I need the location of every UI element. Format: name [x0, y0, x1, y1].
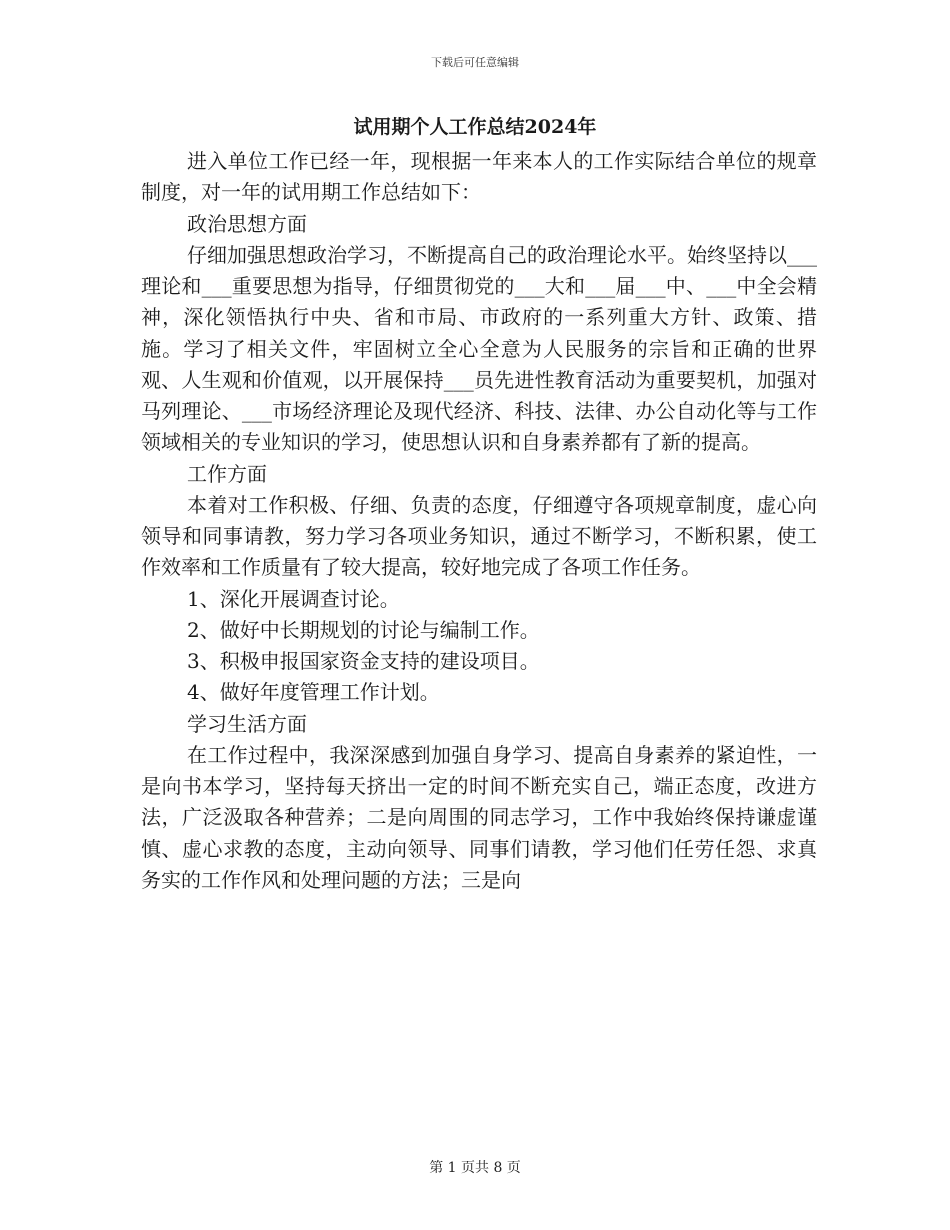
header-note: 下载后可任意编辑 — [431, 56, 519, 69]
section-heading-study: 学习生活方面 — [187, 711, 307, 736]
list-item-2: 2、做好中长期规划的讨论与编制工作。 — [187, 617, 540, 642]
list-item-1: 1、深化开展调查讨论。 — [187, 586, 400, 611]
section-heading-political: 政治思想方面 — [187, 211, 307, 236]
paragraph-political: 仔细加强思想政治学习，不断提高自己的政治理论水平。始终坚持以___理论和___重要思想为指导，仔细贯彻党的___大和___届___中、___中全会精神，深化领悟执行中央、省和市局、市政府的一系列重大方针、政策、措施。学习了相关文件，牢固树立全心全意为人民服务的宗旨和正确的世界观、人生观和价值观，以开展保持___员先进性教育活动为重要契机，加强对马列理论、___市场经济理论及现代经济、科技、法律、办公自动化等与工作领域相关的专业知识的学习，使思想认识和自身素养都有了新的提高。 — [141, 242, 817, 455]
section-heading-work: 工作方面 — [187, 461, 267, 486]
page-number-footer: 第 1 页共 8 页 — [429, 1160, 521, 1176]
list-item-4: 4、做好年度管理工作计划。 — [187, 680, 440, 705]
document-title: 试用期个人工作总结2024年 — [353, 116, 597, 138]
document-body — [141, 146, 817, 896]
paragraph-study: 在工作过程中，我深深感到加强自身学习、提高自身素养的紧迫性，一是向书本学习，坚持每天挤出一定的时间不断充实自己，端正态度，改进方法，广泛汲取各种营养；二是向周围的同志学习，工作中我始终保持谦虚谨慎、虚心求教的态度，主动向领导、同事们请教，学习他们任劳任怨、求真务实的工作作风和处理问题的方法；三是向 — [141, 742, 817, 892]
list-item-3: 3、积极申报国家资金支持的建设项目。 — [187, 649, 540, 673]
paragraph-intro: 进入单位工作已经一年，现根据一年来本人的工作实际结合单位的规章制度，对一年的试用期工作总结如下： — [141, 149, 817, 205]
paragraph-work: 本着对工作积极、仔细、负责的态度，仔细遵守各项规章制度，虚心向领导和同事请教，努力学习各项业务知识，通过不断学习，不断积累，使工作效率和工作质量有了较大提高，较好地完成了各项工作任务。 — [141, 492, 817, 580]
